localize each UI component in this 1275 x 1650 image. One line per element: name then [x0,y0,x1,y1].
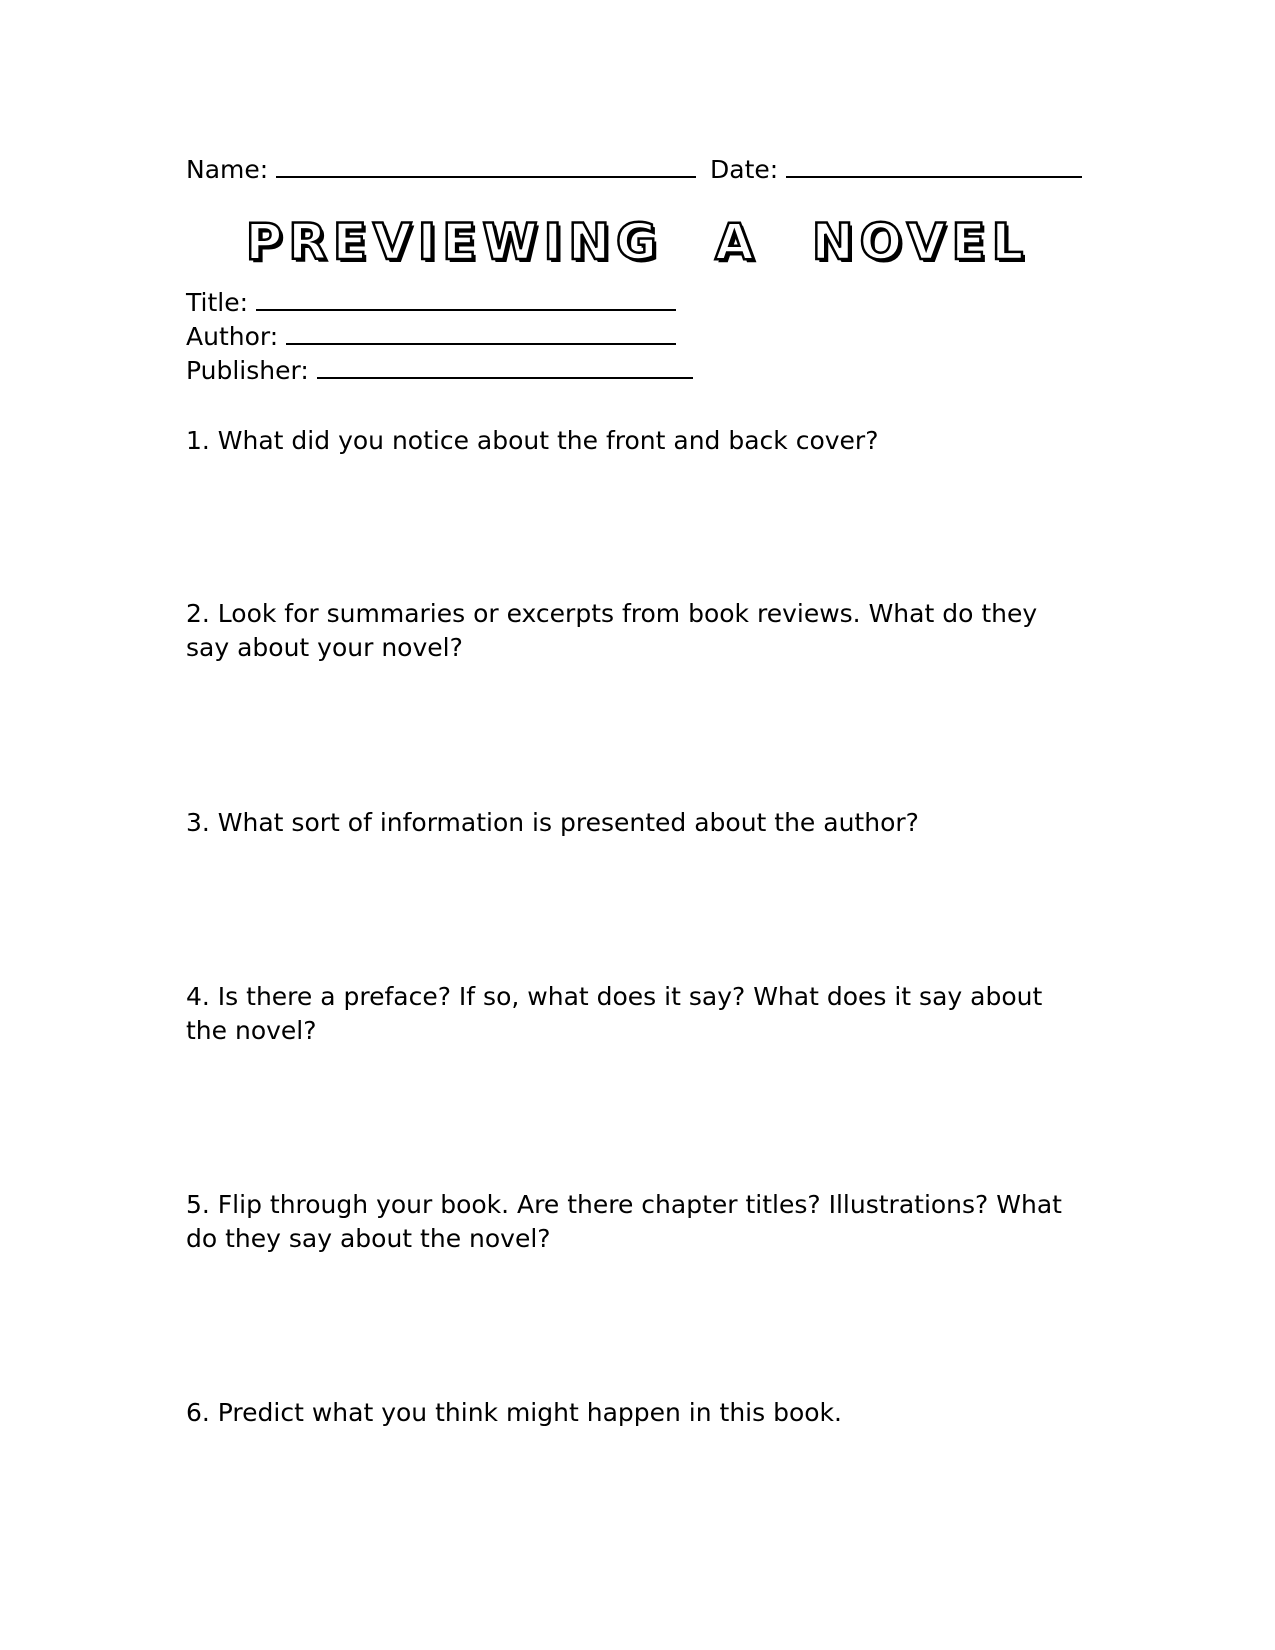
author-field[interactable] [286,319,676,345]
title-word-2: A [714,213,760,271]
name-field[interactable] [276,152,696,178]
date-field[interactable] [786,152,1082,178]
publisher-row [186,353,693,388]
question-4: 4. Is there a preface? If so, what does it say? What does it say about the novel? [186,982,1043,1045]
publisher-label: Publisher: [186,356,309,385]
question-3: 3. What sort of information is presented about the author? [186,808,919,837]
question-5: 5. Flip through your book. Are there chapter titles? Illustrations? What do they say about the novel? [186,1190,1062,1253]
question-2: 2. Look for summaries or excerpts from book reviews. What do they say about your novel? [186,599,1038,662]
question-1: 1. What did you notice about the front and back cover? [186,426,879,455]
date-label: Date: [710,155,779,184]
name-row [186,152,696,187]
title-word-1: PREVIEWING [245,213,663,271]
question-6: 6. Predict what you think might happen in this book. [186,1398,842,1427]
name-label: Name: [186,155,269,184]
author-label: Author: [186,322,279,351]
title-field[interactable] [256,285,676,311]
title-row [186,285,676,320]
author-row [186,319,676,354]
date-row [710,152,1082,187]
title-word-3: NOVEL [811,213,1030,271]
title-label: Title: [186,288,248,317]
page-title [0,213,1275,283]
publisher-field[interactable] [317,353,693,379]
